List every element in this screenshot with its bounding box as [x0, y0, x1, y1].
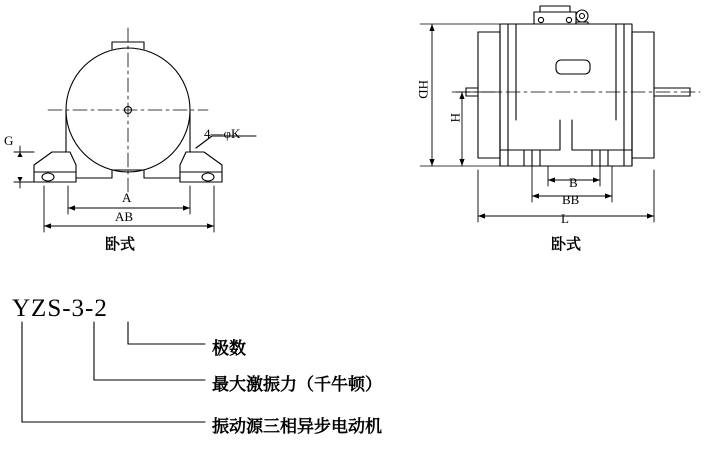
legend-motor-type: 振动源三相异步电动机	[212, 417, 382, 437]
legend-poles: 极数	[212, 339, 246, 359]
dimension-label-holes: 4—φK	[204, 126, 241, 141]
dimension-label-L: L	[561, 211, 569, 226]
dimension-label-G: G	[4, 133, 14, 148]
legend-leaders	[22, 322, 205, 422]
dimension-label-A: A	[122, 190, 132, 205]
dimension-label-B: B	[569, 175, 578, 190]
legend-max-exciting-force: 最大激振力（千牛顿）	[212, 375, 382, 395]
dimension-label-H: H	[448, 113, 463, 123]
dimension-label-AB: AB	[115, 209, 134, 224]
left-view-caption: 卧式	[105, 235, 136, 253]
model-code: YZS-3-2	[12, 295, 108, 322]
right-view-caption: 卧式	[551, 235, 582, 253]
dimension-label-HD: HD	[416, 80, 431, 99]
dimension-label-BB: BB	[562, 192, 580, 207]
